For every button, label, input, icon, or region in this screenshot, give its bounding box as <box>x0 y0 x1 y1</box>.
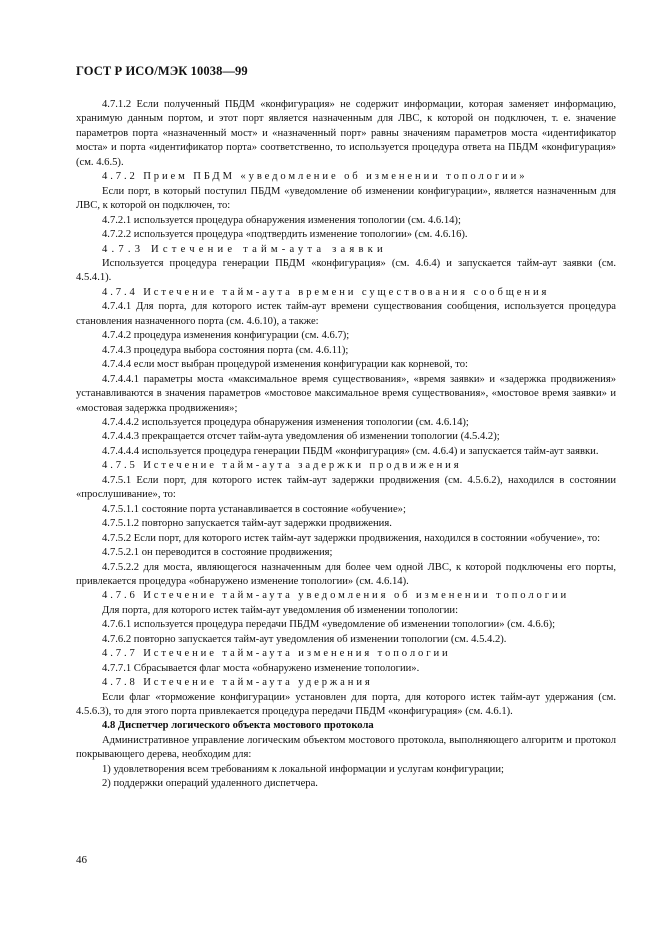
heading-4-7-7: 4.7.7 Истечение тайм-аута изменения топологии <box>102 648 451 660</box>
heading-4-7-3: 4.7.3 Истечение тайм-аута заявки <box>102 243 387 255</box>
paragraph-4-7-6-2: 4.7.6.2 повторно запускается тайм-аут уведомления об изменении топологии (см. 4.5.4.2). <box>102 633 507 645</box>
paragraph-4-7-4-4-3: 4.7.4.4.3 прекращается отсчет тайм-аута уведомления об изменении топологии (4.5.4.2); <box>102 431 500 443</box>
list-item: 2) поддержки операций удаленного диспетчера. <box>102 778 318 790</box>
heading-4-7-2: 4.7.2 Прием ПБДМ «уведомление об изменении топологии» <box>102 171 528 183</box>
paragraph-4-7-5-1-1: 4.7.5.1.1 состояние порта устанавливается в состояние «обучение»; <box>102 503 406 515</box>
paragraph-4-7-5-2-2: 4.7.5.2.2 для моста, являющегося назначенным для более чем одной ЛВС, к которой подключены его порты, привлекается процедура «обнаружено изменение топологии» (см. 4.6.14). <box>76 561 616 587</box>
paragraph-4-7-4-4-2: 4.7.4.4.2 используется процедура обнаружения изменения топологии (см. 4.6.14); <box>102 416 469 428</box>
paragraph-4-7-4-4: 4.7.4.4 если мост выбран процедурой изменения конфигурации как корневой, то: <box>102 359 468 371</box>
page-number: 46 <box>76 854 87 866</box>
paragraph-4-7-4-4-1: 4.7.4.4.1 параметры моста «максимальное время существования», «время заявки» и «задержка продвижения» устанавливаются в значения параметров «мостовое максимальное время существования», «мостовое время заявки» и «мостовая задержка продвижения»; <box>76 373 616 414</box>
paragraph-4-7-4-3: 4.7.4.3 процедура выбора состояния порта (см. 4.6.11); <box>102 344 349 356</box>
paragraph-4-7-2-1: 4.7.2.1 используется процедура обнаружения изменения топологии (см. 4.6.14); <box>102 214 461 226</box>
paragraph-4-7-4-1: 4.7.4.1 Для порта, для которого истек тайм-аут времени существования сообщения, используется процедура становления назначенного порта (см. 4.6.10), а также: <box>76 301 616 327</box>
paragraph-4-7-5-2-1: 4.7.5.2.1 он переводится в состояние продвижения; <box>102 547 333 559</box>
heading-4-8: 4.8 Диспетчер логического объекта мостового протокола <box>102 720 374 732</box>
paragraph-4-7-6-1: 4.7.6.1 используется процедура передачи ПБДМ «уведомление об изменении топологии» (см. 4.6.6); <box>102 619 556 631</box>
heading-4-7-6: 4.7.6 Истечение тайм-аута уведомления об изменении топологии <box>102 590 570 602</box>
document-body <box>76 98 616 792</box>
paragraph-4-7-1-2: 4.7.1.2 Если полученный ПБДМ «конфигурация» не содержит информации, которая заменяет информацию, хранимую данным портом, и этот порт является назначенным для ЛВС, к которой он подключен, т. е. значение параметров порта «назначенный мост» и «назначенный порт» равны значениям параметров моста «идентификатор моста» и порта «идентификатор порта» соответственно, то используется процедура ответа на ПБДМ «конфигурация» (см. 4.6.5). <box>76 99 616 168</box>
paragraph-4-7-4-4-4: 4.7.4.4.4 используется процедура генерации ПБДМ «конфигурация» (см. 4.6.4) и запускается тайм-аут заявки. <box>102 445 599 457</box>
paragraph-4-7-5-1: 4.7.5.1 Если порт, для которого истек тайм-аут задержки продвижения (см. 4.5.6.2), находился в состоянии «прослушивание», то: <box>76 474 616 501</box>
heading-4-7-5: 4.7.5 Истечение тайм-аута задержки продвижения <box>102 460 462 472</box>
paragraph-4-7-5-1-2: 4.7.5.1.2 повторно запускается тайм-аут задержки продвижения. <box>102 518 392 530</box>
list-item: 1) удовлетворения всем требованиям к локальной информации и услугам конфигурации; <box>102 763 504 775</box>
paragraph-4-7-4-2: 4.7.4.2 процедура изменения конфигурации (см. 4.6.7); <box>102 330 350 342</box>
paragraph: Если флаг «торможение конфигурации» установлен для порта, для которого истек тайм-аут удержания (см. 4.5.6.3), то для этого порта привлекается процедура передачи ПБДМ «конфигурация» (см. 4.6.1). <box>76 691 616 718</box>
heading-4-7-8: 4.7.8 Истечение тайм-аута удержания <box>102 677 373 689</box>
paragraph: Административное управление логическим объектом мостового протокола, выполняющего алгоритм и протокол покрывающего дерева, необходим для: <box>76 734 616 761</box>
standard-header: ГОСТ Р ИСО/МЭК 10038—99 <box>76 64 248 78</box>
paragraph: Для порта, для которого истек тайм-аут уведомления об изменении топологии: <box>102 604 459 616</box>
paragraph-4-7-2-2: 4.7.2.2 используется процедура «подтвердить изменение топологии» (см. 4.6.16). <box>102 229 468 241</box>
paragraph-4-7-7-1: 4.7.7.1 Сбрасывается флаг моста «обнаружено изменение топологии». <box>102 662 420 674</box>
paragraph-4-7-5-2: 4.7.5.2 Если порт, для которого истек тайм-аут задержки продвижения, находился в состоянии «обучение», то: <box>102 532 601 544</box>
heading-4-7-4: 4.7.4 Истечение тайм-аута времени существования сообщения <box>102 286 550 298</box>
paragraph: Используется процедура генерации ПБДМ «конфигурация» (см. 4.6.4) и запускается тайм-аут заявки (см. 4.5.4.1). <box>76 257 616 284</box>
paragraph: Если порт, в который поступил ПБДМ «уведомление об изменении конфигурации», является назначенным для ЛВС, к которой он подключен, то: <box>76 185 616 212</box>
